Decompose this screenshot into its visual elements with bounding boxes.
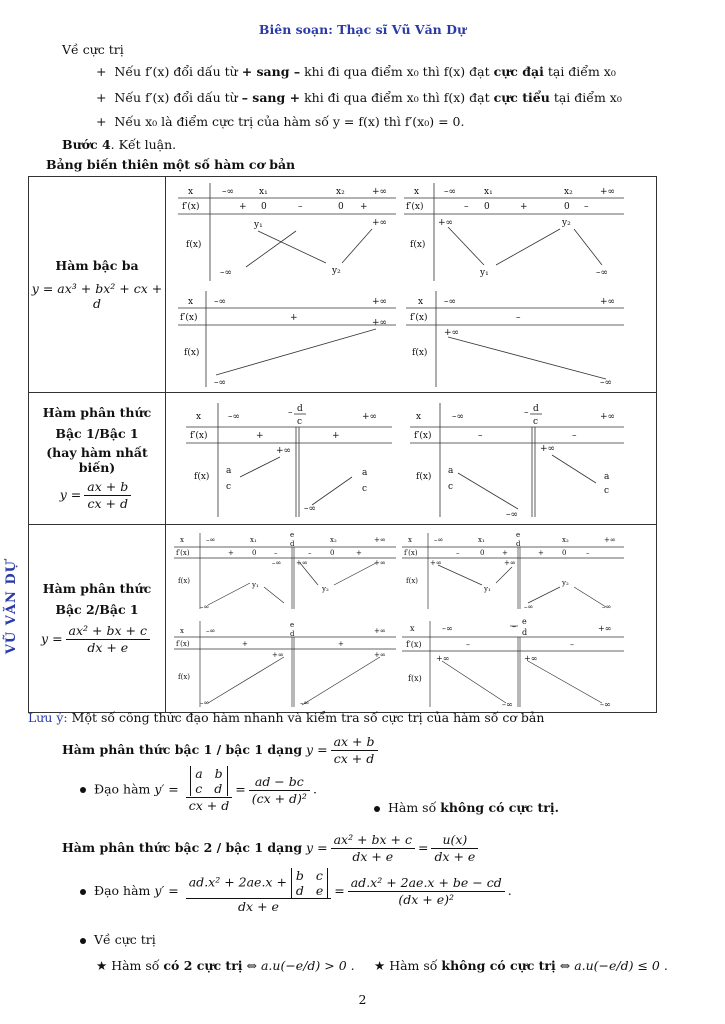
derivative-2: Đạo hàm y′ = ad.x² + 2ae.x + b c d e dx + e = $\frac{\text{ad.x² + 2ae.x + be − cd}}{\text{(dx + e)²}}$ . xyxy=(80,868,512,915)
svg-text:c: c xyxy=(362,484,368,494)
svg-text:c: c xyxy=(604,486,610,496)
svg-text:y₁: y₁ xyxy=(252,581,259,589)
svg-text:f′(x): f′(x) xyxy=(414,431,432,441)
svg-text:–∞: –∞ xyxy=(214,297,226,307)
svg-text:f(x): f(x) xyxy=(408,674,422,683)
svg-text:–: – xyxy=(274,549,278,557)
svg-text:0: 0 xyxy=(562,549,567,557)
svg-text:–: – xyxy=(524,408,529,418)
svg-text:y₁: y₁ xyxy=(484,585,491,593)
svg-text:f′(x): f′(x) xyxy=(406,202,424,212)
step-4: Bước 4. Kết luận. xyxy=(62,137,177,152)
bbt-rat-1-labels xyxy=(176,531,386,611)
svg-text:–∞: –∞ xyxy=(452,412,464,422)
svg-text:d: d xyxy=(290,630,295,638)
svg-text:f(x): f(x) xyxy=(416,472,432,482)
svg-text:e: e xyxy=(290,621,295,629)
svg-text:–∞: –∞ xyxy=(596,268,608,278)
svg-text:f(x): f(x) xyxy=(406,577,419,585)
svg-text:a: a xyxy=(448,466,454,476)
rule-1: + Nếu f′(x) đổi dấu từ + sang – khi đi qua điểm x₀ thì f(x) đạt cực đại tại điểm x₀ xyxy=(96,64,616,79)
svg-text:e: e xyxy=(522,617,527,626)
svg-text:d: d xyxy=(297,404,303,414)
svg-text:+: + xyxy=(356,549,362,557)
svg-text:–∞: –∞ xyxy=(272,559,282,567)
svg-text:f(x): f(x) xyxy=(178,673,191,681)
svg-text:–∞: –∞ xyxy=(206,627,216,635)
bbt-cubic-3 xyxy=(178,291,396,387)
svg-text:+: + xyxy=(239,202,247,212)
svg-text:f′(x): f′(x) xyxy=(410,313,428,323)
svg-text:x: x xyxy=(180,627,184,635)
svg-text:x₁: x₁ xyxy=(484,187,493,197)
homographic-label: Hàm phân thức Bậc 1/Bậc 1 (hay hàm nhất biến) y = $\frac{ax + b}{cx + d}$ xyxy=(29,393,166,525)
svg-text:–∞: –∞ xyxy=(200,699,210,707)
homographic-svg xyxy=(166,393,656,521)
svg-text:+∞: +∞ xyxy=(372,297,388,307)
svg-text:–: – xyxy=(466,640,470,649)
bbt-cubic-2 xyxy=(404,183,624,281)
svg-text:y₂: y₂ xyxy=(322,585,329,593)
variation-table xyxy=(28,176,657,713)
note-line: Lưu ý: Một số công thức đạo hàm nhanh và kiểm tra số cực trị của hàm số cơ bản xyxy=(28,710,545,725)
svg-text:–∞: –∞ xyxy=(206,536,216,544)
svg-text:0: 0 xyxy=(484,202,490,212)
svg-text:c: c xyxy=(226,482,232,492)
svg-text:+∞: +∞ xyxy=(362,412,378,422)
svg-text:+∞: +∞ xyxy=(524,654,538,663)
svg-text:–: – xyxy=(308,549,312,557)
svg-text:–: – xyxy=(516,313,521,323)
svg-text:x₂: x₂ xyxy=(564,187,573,197)
svg-text:–∞: –∞ xyxy=(444,187,456,197)
svg-text:x: x xyxy=(196,412,202,422)
svg-text:f′(x): f′(x) xyxy=(180,313,198,323)
svg-text:d: d xyxy=(516,540,521,548)
side-watermark: VŨ VĂN DỰ xyxy=(4,560,19,655)
svg-text:+∞: +∞ xyxy=(600,187,616,197)
rational-2-1-tables xyxy=(166,525,657,713)
svg-text:+: + xyxy=(338,640,344,648)
bbt-cubic-4 xyxy=(406,291,624,387)
svg-text:0: 0 xyxy=(338,202,344,212)
svg-text:c: c xyxy=(297,417,303,427)
svg-text:x₂: x₂ xyxy=(336,187,345,197)
svg-text:–∞: –∞ xyxy=(434,536,444,544)
svg-text:e: e xyxy=(516,531,521,539)
svg-text:x₁: x₁ xyxy=(250,536,257,544)
rule-2: + Nếu f′(x) đổi dấu từ – sang + khi đi qua điểm x₀ thì f(x) đạt cực tiểu tại điểm x₀ xyxy=(96,90,622,105)
no-extrema-1: Hàm số không có cực trị. xyxy=(374,800,559,815)
svg-text:y₁: y₁ xyxy=(254,220,263,230)
svg-text:c: c xyxy=(448,482,454,492)
rational-2-1-label: Hàm phân thức Bậc 2/Bậc 1 y = $\frac{\text{ax² + bx + c}}{dx + e}$ xyxy=(29,525,166,713)
svg-text:+: + xyxy=(520,202,528,212)
svg-text:a: a xyxy=(362,468,368,478)
formula-1: Hàm phân thức bậc 1 / bậc 1 dạng y = $\frac{ax + b}{cx + d}$ xyxy=(62,734,381,767)
svg-text:+∞: +∞ xyxy=(372,218,388,228)
svg-text:+∞: +∞ xyxy=(430,559,442,567)
bbt-rat-2 xyxy=(402,533,624,609)
svg-text:+∞: +∞ xyxy=(604,536,616,544)
svg-text:+∞: +∞ xyxy=(374,651,386,659)
svg-text:+∞: +∞ xyxy=(598,624,612,633)
svg-text:+: + xyxy=(290,313,298,323)
svg-text:x: x xyxy=(180,536,184,544)
svg-text:–: – xyxy=(298,202,303,212)
x-label: x xyxy=(188,187,194,197)
cubic-tables xyxy=(166,177,657,393)
svg-text:–: – xyxy=(288,408,293,418)
svg-text:f(x): f(x) xyxy=(178,577,191,585)
formula-2: Hàm phân thức bậc 2 / bậc 1 dạng y = $\frac{\text{ax² + bx + c}}{dx + e}$ = $\frac{u(x)}{dx + e}$ xyxy=(62,832,481,865)
svg-text:–: – xyxy=(464,202,469,212)
svg-text:–∞: –∞ xyxy=(442,624,453,633)
svg-text:y₂: y₂ xyxy=(562,579,569,587)
bbt-cubic-2-labels xyxy=(406,187,615,278)
svg-text:–∞: –∞ xyxy=(220,268,232,278)
svg-text:d: d xyxy=(522,628,528,637)
homographic-tables xyxy=(166,393,657,525)
svg-text:+∞: +∞ xyxy=(374,627,386,635)
svg-text:–: – xyxy=(570,640,574,649)
svg-text:f(x): f(x) xyxy=(412,348,428,358)
svg-text:f(x): f(x) xyxy=(186,240,202,250)
svg-text:+: + xyxy=(242,640,248,648)
svg-text:0: 0 xyxy=(330,549,335,557)
svg-text:f′(x): f′(x) xyxy=(404,549,418,557)
svg-text:+: + xyxy=(360,202,368,212)
svg-text:x₁: x₁ xyxy=(478,536,485,544)
svg-text:–: – xyxy=(456,549,460,557)
svg-text:–∞: –∞ xyxy=(502,700,513,709)
page-header: Biên soạn: Thạc sĩ Vũ Văn Dự xyxy=(258,22,467,37)
svg-text:+∞: +∞ xyxy=(374,536,386,544)
svg-text:+∞: +∞ xyxy=(600,297,616,307)
svg-text:+∞: +∞ xyxy=(374,559,386,567)
svg-text:–∞: –∞ xyxy=(304,504,316,514)
svg-text:–∞: –∞ xyxy=(600,700,611,709)
bbt-cubic-1-labels xyxy=(182,187,387,278)
svg-text:f′(x): f′(x) xyxy=(190,431,208,441)
extrema-heading-2: Về cực trị xyxy=(80,932,156,947)
svg-text:+: + xyxy=(228,549,234,557)
svg-text:0: 0 xyxy=(564,202,570,212)
svg-text:x: x xyxy=(188,297,194,307)
svg-text:f(x): f(x) xyxy=(194,472,210,482)
bbt-cubic-1 xyxy=(178,183,396,281)
svg-text:–∞: –∞ xyxy=(222,187,234,197)
svg-text:–: – xyxy=(584,202,589,212)
svg-text:x₂: x₂ xyxy=(330,536,337,544)
svg-text:+∞: +∞ xyxy=(372,187,388,197)
svg-text:f(x): f(x) xyxy=(184,348,200,358)
svg-text:+∞: +∞ xyxy=(436,654,450,663)
condition-two-extrema: ★ Hàm số có 2 cực trị ⇔ a.u(−e/d) > 0 . xyxy=(96,958,355,973)
rational-svg xyxy=(166,525,656,709)
svg-text:f(x): f(x) xyxy=(410,240,426,250)
condition-no-extrema: ★ Hàm số không có cực trị ⇔ a.u(−e/d) ≤ 0 . xyxy=(374,958,668,973)
svg-text:–∞: –∞ xyxy=(600,378,612,388)
svg-text:–∞: –∞ xyxy=(524,603,534,611)
svg-text:x: x xyxy=(418,297,424,307)
svg-text:x: x xyxy=(414,187,420,197)
svg-text:+∞: +∞ xyxy=(438,218,454,228)
bbt-homo-2 xyxy=(410,403,624,517)
cubic-svg xyxy=(166,177,656,389)
svg-text:–∞: –∞ xyxy=(228,412,240,422)
svg-text:–∞: –∞ xyxy=(200,603,210,611)
svg-text:x: x xyxy=(408,536,412,544)
svg-text:y₂: y₂ xyxy=(332,266,341,276)
svg-text:x: x xyxy=(416,412,422,422)
svg-text:x₂: x₂ xyxy=(562,536,569,544)
svg-text:0: 0 xyxy=(480,549,485,557)
svg-text:–∞: –∞ xyxy=(602,603,612,611)
svg-text:f′(x): f′(x) xyxy=(176,640,190,648)
cubic-label: Hàm bậc ba y = ax³ + bx² + cx + d xyxy=(29,177,166,393)
svg-text:–: – xyxy=(572,431,577,441)
svg-text:+∞: +∞ xyxy=(372,318,388,328)
svg-text:–∞: –∞ xyxy=(300,699,310,707)
svg-text:d: d xyxy=(533,404,539,414)
svg-text:x₁: x₁ xyxy=(259,187,268,197)
bbt-rat-1 xyxy=(174,533,396,609)
bbt-cubic-4-labels xyxy=(410,297,615,388)
svg-text:a: a xyxy=(226,466,232,476)
svg-text:x: x xyxy=(410,624,415,633)
bbt-rat-3-labels xyxy=(176,621,386,707)
svg-text:–∞: –∞ xyxy=(444,297,456,307)
bbt-rat-2-labels xyxy=(404,531,616,611)
table-title: Bảng biến thiên một số hàm cơ bản xyxy=(46,157,296,172)
svg-text:+∞: +∞ xyxy=(504,559,516,567)
bbt-rat-4 xyxy=(402,621,624,707)
svg-text:c: c xyxy=(533,417,539,427)
svg-text:+: + xyxy=(256,431,264,441)
svg-text:+: + xyxy=(538,549,544,557)
svg-text:a: a xyxy=(604,472,610,482)
svg-text:f′(x): f′(x) xyxy=(182,202,200,212)
svg-text:–: – xyxy=(512,622,516,631)
bbt-cubic-3-labels xyxy=(180,297,387,388)
extrema-heading: Về cực trị xyxy=(62,42,124,57)
rule-3: + Nếu x₀ là điểm cực trị của hàm số y = f(x) thì f′(x₀) = 0. xyxy=(96,114,465,129)
svg-text:+∞: +∞ xyxy=(276,446,292,456)
svg-text:0: 0 xyxy=(252,549,257,557)
svg-text:f′(x): f′(x) xyxy=(406,640,422,649)
svg-text:+∞: +∞ xyxy=(272,651,284,659)
svg-text:–: – xyxy=(478,431,483,441)
svg-text:d: d xyxy=(290,540,295,548)
bbt-homo-2-labels xyxy=(414,404,615,520)
svg-text:f′(x): f′(x) xyxy=(176,549,190,557)
svg-text:–∞: –∞ xyxy=(506,510,518,520)
derivative-1: Đạo hàm y′ = a b c d cx + d = $\frac{ad - bc}{\text{(cx + d)²}}$ . xyxy=(80,766,317,814)
svg-text:y₁: y₁ xyxy=(480,268,489,278)
svg-text:+: + xyxy=(502,549,508,557)
svg-text:0: 0 xyxy=(261,202,267,212)
svg-text:+: + xyxy=(332,431,340,441)
svg-text:y₂: y₂ xyxy=(562,218,571,228)
bbt-rat-4-labels xyxy=(406,617,611,709)
svg-text:+∞: +∞ xyxy=(444,328,460,338)
svg-text:+∞: +∞ xyxy=(296,559,308,567)
page-number: 2 xyxy=(358,992,367,1007)
svg-text:e: e xyxy=(290,531,295,539)
svg-text:–: – xyxy=(586,549,590,557)
svg-text:–∞: –∞ xyxy=(214,378,226,388)
svg-text:+∞: +∞ xyxy=(540,444,556,454)
svg-text:+∞: +∞ xyxy=(600,412,616,422)
